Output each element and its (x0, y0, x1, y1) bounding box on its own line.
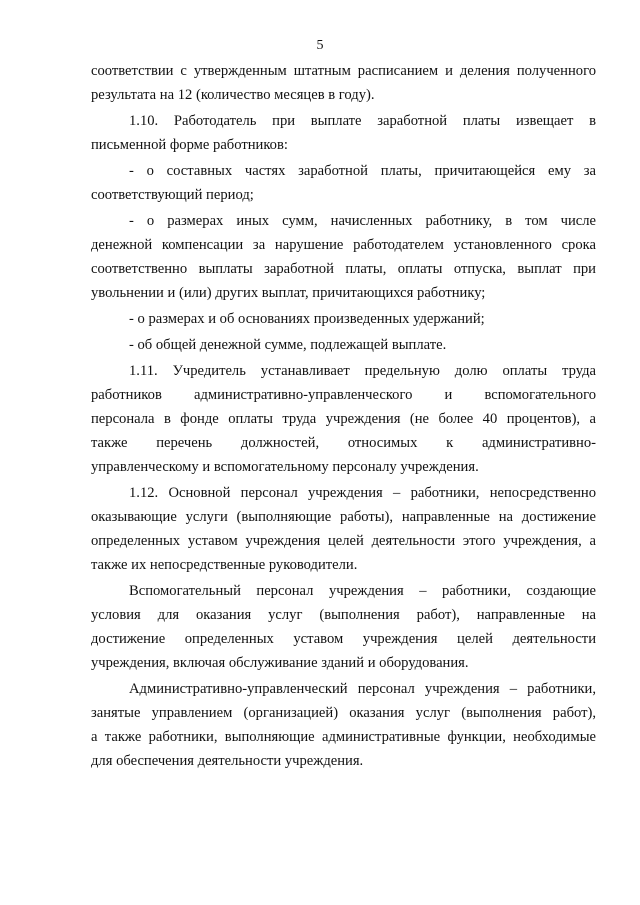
text-line: денежной компенсации за нарушение работодателем установленного срока (91, 237, 596, 253)
text-line: 1.10. Работодатель при выплате заработной платы извещает в (129, 113, 596, 129)
paragraph (91, 309, 596, 333)
text-line: персонала в фонде оплаты труда учреждения (не более 40 процентов), а (91, 411, 596, 427)
text-line: соответствии с утвержденным штатным расписанием и деления полученного (91, 63, 596, 79)
text-line: также перечень должностей, относимых к административно- (91, 435, 596, 451)
paragraph (91, 483, 596, 579)
text-line: увольнении и (или) других выплат, причитающихся работнику; (91, 285, 486, 301)
text-line: 1.12. Основной персонал учреждения – работники, непосредственно (129, 485, 596, 501)
text-line: оказывающие услуги (выполняющие работы), направленные на достижение (91, 509, 596, 525)
text-line: управленческому и вспомогательному персоналу учреждения. (91, 459, 479, 475)
text-line: соответствующий период; (91, 187, 254, 203)
text-line: занятые управлением (организацией) оказания услуг (выполнения работ), (91, 705, 596, 721)
paragraph (91, 679, 596, 775)
text-line: работников административно-управленческого и вспомогательного (91, 387, 596, 403)
text-line: Административно-управленческий персонал учреждения – работники, (129, 681, 596, 697)
text-line: 1.11. Учредитель устанавливает предельную долю оплаты труда (129, 363, 596, 379)
paragraph (91, 335, 596, 359)
text-line: для обеспечения деятельности учреждения. (91, 753, 364, 769)
document-body (91, 61, 596, 777)
text-line: - о размерах и об основаниях произведенных удержаний; (129, 311, 485, 327)
text-line: а также работники, выполняющие административные функции, необходимые (91, 729, 596, 745)
paragraph (91, 361, 596, 481)
text-line: - об общей денежной сумме, подлежащей выплате. (129, 337, 447, 353)
paragraph (91, 211, 596, 307)
text-line: результата на 12 (количество месяцев в году). (91, 87, 375, 103)
text-line: - о размерах иных сумм, начисленных работнику, в том числе (129, 213, 596, 229)
paragraph (91, 161, 596, 209)
page-number: 5 (316, 38, 324, 53)
text-line: соответственно выплаты заработной платы, оплаты отпуска, выплат при (91, 261, 596, 277)
text-line: - о составных частях заработной платы, причитающейся ему за (129, 163, 596, 179)
text-line: достижение определенных уставом учреждения целей деятельности (91, 631, 596, 647)
paragraph (91, 61, 596, 109)
text-line: определенных уставом учреждения целей деятельности этого учреждения, а (91, 533, 596, 549)
text-line: Вспомогательный персонал учреждения – работники, создающие (129, 583, 596, 599)
text-line: учреждения, включая обслуживание зданий и оборудования. (91, 655, 469, 671)
paragraph (91, 111, 596, 159)
text-line: условия для оказания услуг (выполнения работ), направленные на (91, 607, 596, 623)
text-line: письменной форме работников: (91, 137, 288, 153)
paragraph (91, 581, 596, 677)
text-line: также их непосредственные руководители. (91, 557, 358, 573)
